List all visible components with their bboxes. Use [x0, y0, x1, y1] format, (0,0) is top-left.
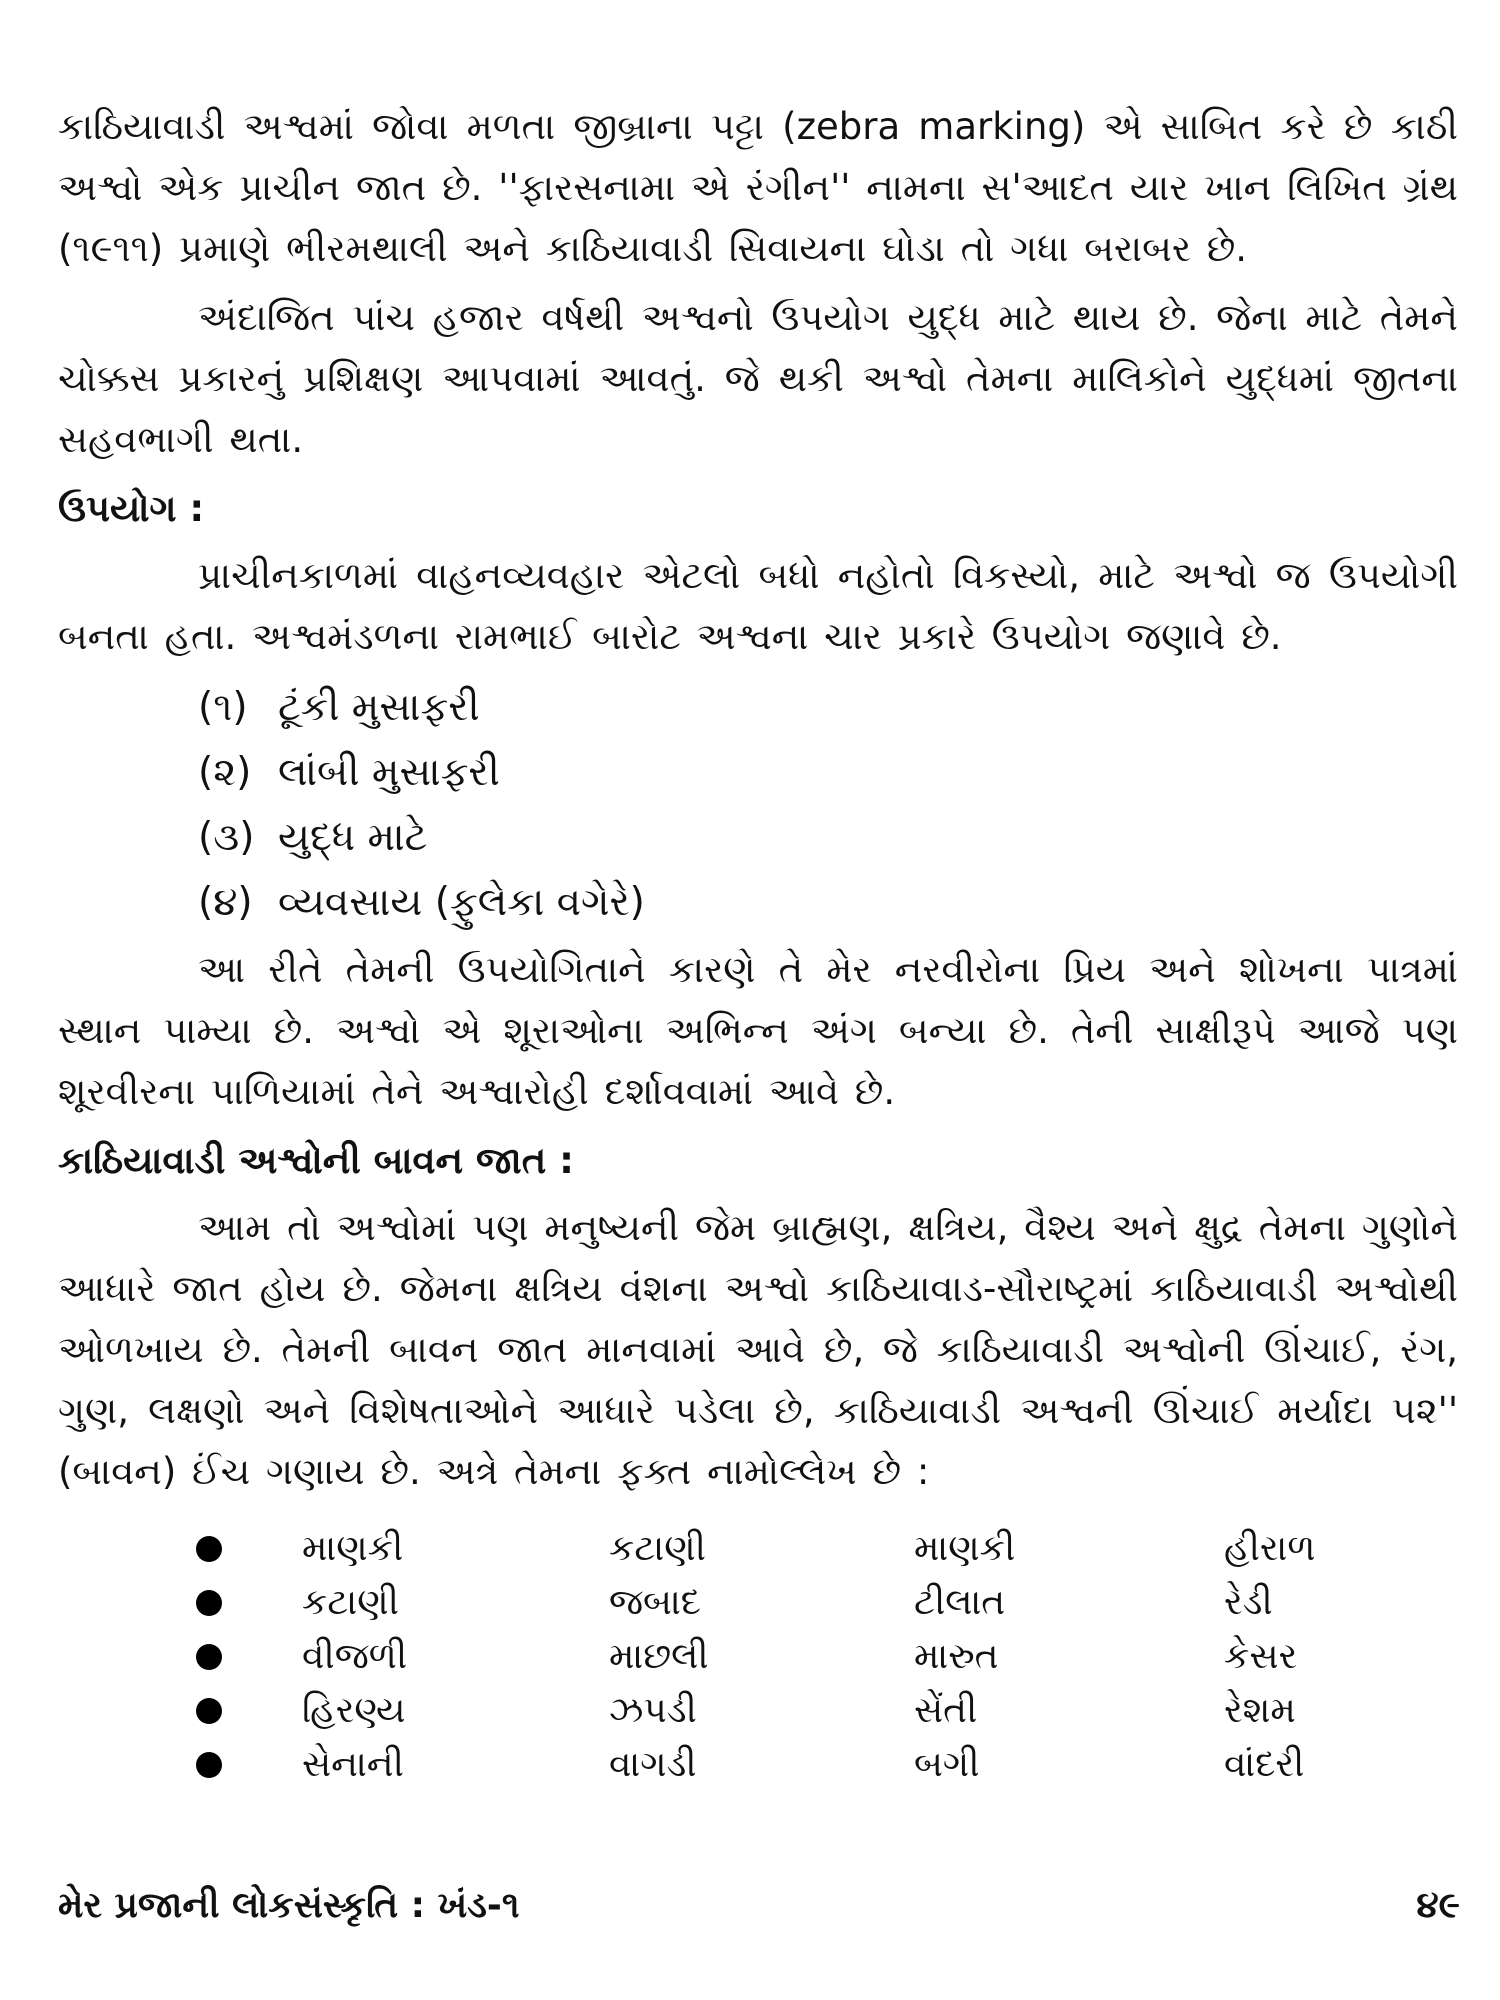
paragraph-breeds-intro: આમ તો અશ્વોમાં પણ મનુષ્યની જેમ બ્રાહ્મણ, ક્ષત્રિય, વૈશ્ય અને ક્ષુદ્ર તેમના ગુણોને આધારે જાત હોય છે. જેમના ક્ષત્રિય વંશના અશ્વો કાઠિયાવાડ-સૌરાષ્ટ્રમાં કાઠિયાવાડી અશ્વોથી ઓળખાય છે. તેમની બાવન જાત માનવામાં આવે છે, જે કાઠિયાવાડી અશ્વોની ઊંચાઈ, રંગ, ગુણ, લક્ષણો અને વિશેષતાઓને આધારે પડેલા છે, કાઠિયાવાડી અશ્વની ઊંચાઈ મર્યાદા ૫૨'' (બાવન) ઈંચ ગણાય છે. અત્રે તેમના ફક્ત નામોલ્લેખ છે :	[58, 1206, 1458, 1493]
breed-name: સેંતી	[914, 1690, 978, 1731]
bullet-icon	[196, 1536, 222, 1562]
breed-name: માછલી	[609, 1636, 709, 1677]
breed-row	[58, 1684, 1458, 1738]
breed-name: વાગડી	[609, 1744, 697, 1785]
breed-name: કેસર	[1224, 1636, 1298, 1677]
breed-name: વીજળી	[302, 1636, 408, 1677]
heading-fifty-two-breeds: કાઠિયાવાડી અશ્વોની બાવન જાત :	[58, 1139, 574, 1182]
breed-list	[58, 1522, 1458, 1792]
breed-row	[58, 1738, 1458, 1792]
paragraph-war-use: અંદાજિત પાંચ હજાર વર્ષથી અશ્વનો ઉપયોગ યુદ્ધ માટે થાય છે. જેના માટે તેમને ચોક્કસ પ્રકારનું પ્રશિક્ષણ આપવામાં આવતું. જે થકી અશ્વો તેમના માલિકોને યુદ્ધમાં જીતના સહવભાગી થતા.	[58, 296, 1458, 461]
uses-number: (૩)	[198, 815, 255, 860]
uses-text: વ્યવસાય (ફુલેકા વગેરે)	[278, 880, 645, 925]
breed-name: કટાણી	[302, 1582, 399, 1623]
uses-text: લાંબી મુસાફરી	[278, 750, 500, 795]
uses-number: (૪)	[198, 880, 253, 925]
footer-book-title: મેર પ્રજાની લોકસંસ્કૃતિ : ખંડ-૧	[58, 1885, 520, 1926]
uses-list-item	[198, 675, 1458, 740]
uses-number: (૨)	[198, 750, 252, 795]
uses-list-item	[198, 740, 1458, 805]
breed-row	[58, 1576, 1458, 1630]
paragraph-warriors: આ રીતે તેમની ઉપયોગિતાને કારણે તે મેર નરવીરોના પ્રિય અને શોખના પાત્રમાં સ્થાન પામ્યા છે. અશ્વો એ શૂરાઓના અભિન્ન અંગ બન્યા છે. તેની સાક્ષીરૂપે આજે પણ શૂરવીરના પાળિયામાં તેને અશ્વારોહી દર્શાવવામાં આવે છે.	[58, 948, 1458, 1113]
paragraph-ancient-transport: પ્રાચીનકાળમાં વાહનવ્યવહાર એટલો બધો નહોતો વિકસ્યો, માટે અશ્વો જ ઉપયોગી બનતા હતા. અશ્વમંડળના રામભાઈ બારોટ અશ્વના ચાર પ્રકારે ઉપયોગ જણાવે છે.	[58, 554, 1458, 658]
breed-name: હીરાળ	[1224, 1528, 1316, 1569]
page-number: ૪૯	[1416, 1885, 1460, 1926]
uses-text: ટૂંકી મુસાફરી	[278, 685, 480, 730]
bullet-icon	[196, 1644, 222, 1670]
breed-name: હિરણ્ય	[302, 1690, 406, 1731]
uses-text: યુદ્ધ માટે	[278, 815, 428, 860]
breed-row	[58, 1522, 1458, 1576]
paragraph-zebra-marking: કાઠિયાવાડી અશ્વમાં જોવા મળતા જીબ્રાના પટ્ટા (zebra marking) એ સાબિત કરે છે કાઠી અશ્વો એક પ્રાચીન જાત છે. ''ફારસનામા એ રંગીન'' નામના સ'આદત યાર ખાન લિખિત ગ્રંથ (૧૯૧૧) પ્રમાણે ભીરમથાલી અને કાઠિયાવાડી સિવાયના ઘોડા તો ગધા બરાબર છે.	[58, 105, 1458, 270]
page-footer	[58, 1885, 1460, 1927]
breed-name: રેશમ	[1224, 1690, 1296, 1731]
breed-name: કટાણી	[609, 1528, 706, 1569]
breed-name: માણકી	[302, 1528, 404, 1569]
page-body	[58, 96, 1458, 1976]
breed-row	[58, 1630, 1458, 1684]
breed-name: ટીલાત	[914, 1582, 1006, 1623]
breed-name: ઝપડી	[609, 1690, 697, 1731]
heading-uses: ઉપયોગ :	[58, 487, 205, 530]
bullet-icon	[196, 1752, 222, 1778]
breed-name: રેડી	[1224, 1582, 1273, 1623]
uses-number: (૧)	[198, 685, 248, 730]
breed-name: બગી	[914, 1744, 980, 1785]
breed-name: સેનાની	[302, 1744, 404, 1785]
bullet-icon	[196, 1590, 222, 1616]
breed-name: મારુત	[914, 1636, 999, 1677]
breed-name: માણકી	[914, 1528, 1016, 1569]
breed-name: જબાદ	[609, 1582, 701, 1623]
uses-list-item	[198, 870, 1458, 935]
breed-name: વાંદરી	[1224, 1744, 1305, 1785]
uses-list-item	[198, 805, 1458, 870]
bullet-icon	[196, 1698, 222, 1724]
uses-list	[58, 675, 1458, 935]
